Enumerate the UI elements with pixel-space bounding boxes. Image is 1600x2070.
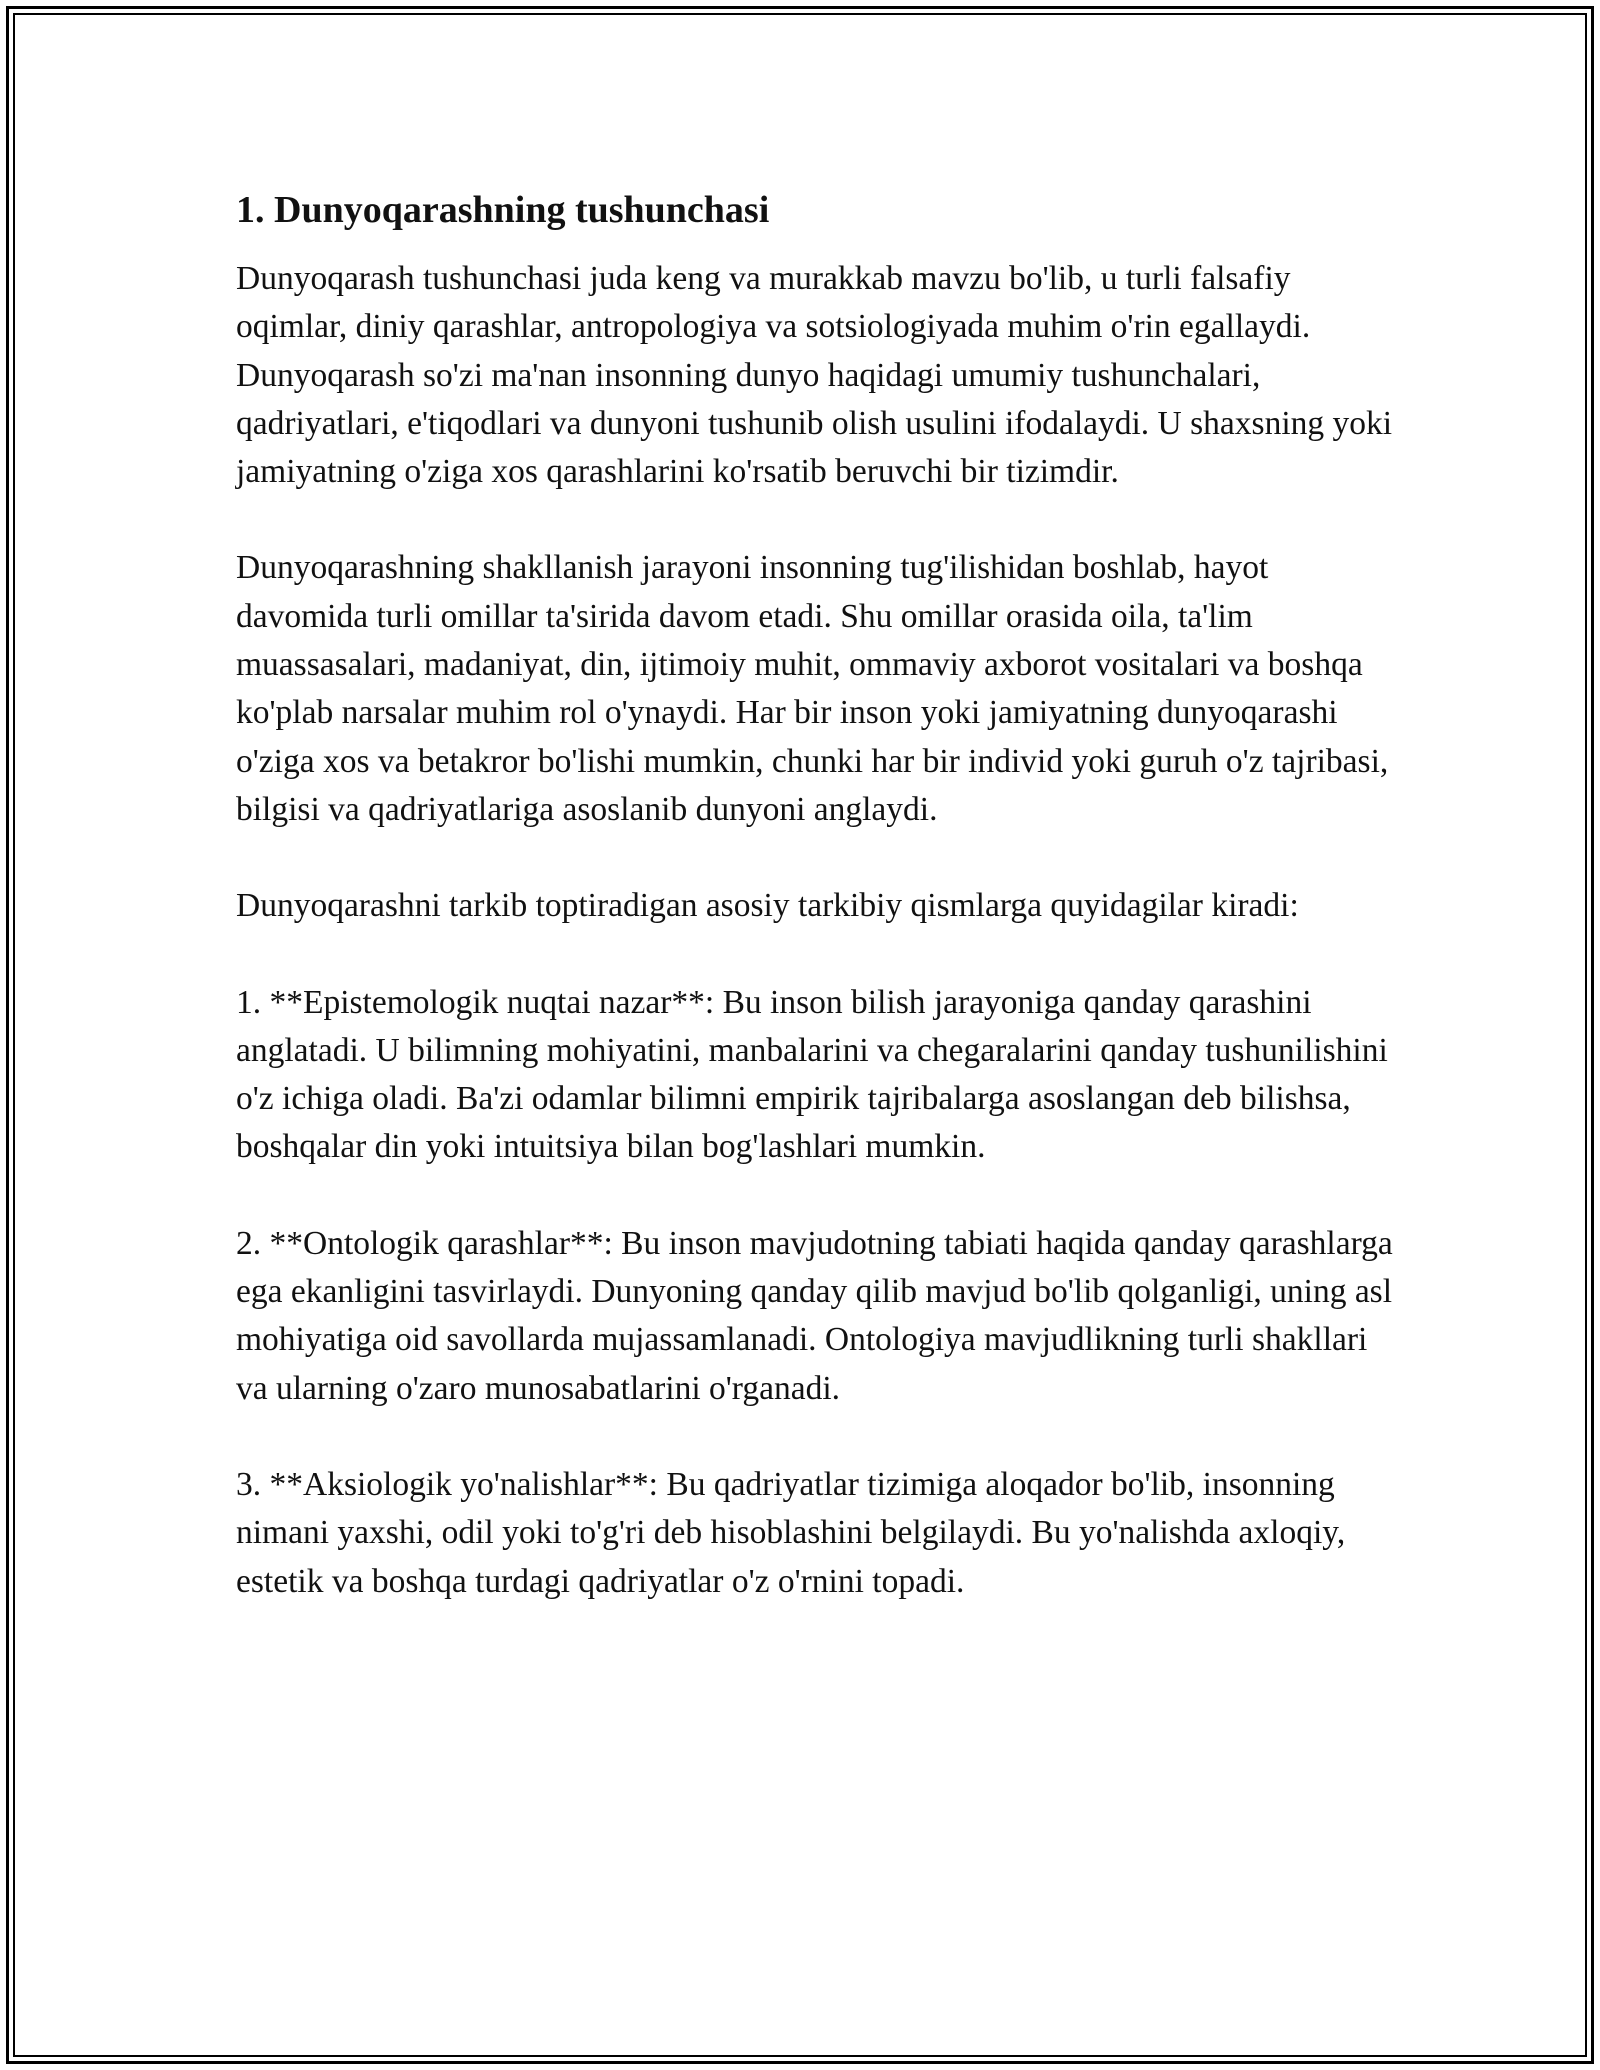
paragraph-components-intro: Dunyoqarashni tarkib toptiradigan asosiy tarkibiy qismlarga quyidagilar kiradi: bbox=[236, 887, 1299, 925]
paragraph-axiological: 3. **Aksiologik yo'nalishlar**: Bu qadriyatlar tizimiga aloqador bo'lib, insonning nimani yaxshi, odil yoki to'g'ri deb hisoblashini belgilaydi. Bu yo'nalishda axloqiy, estetik va boshqa turdagi qadriyatlar o'z o'rnini topadi. bbox=[236, 1465, 1346, 1600]
paragraph-formation: Dunyoqarashning shakllanish jarayoni insonning tug'ilishidan boshlab, hayot davomida turli omillar ta'sirida davom etadi. Shu omillar orasida oila, ta'lim muassasalari, madaniyat, din, ijtimoiy muhit, ommaviy axborot vositalari va boshqa ko'plab narsalar muhim rol o'ynaydi. Har bir inson yoki jamiyatning dunyoqarashi o'ziga xos va betakror bo'lishi mumkin, chunki har bir individ yoki guruh o'z tajribasi, bilgisi va qadriyatlariga asoslanib dunyoni anglaydi. bbox=[236, 549, 1389, 828]
section-heading: 1. Dunyoqarashning tushunchasi bbox=[236, 189, 770, 231]
paragraph-epistemological: 1. **Epistemologik nuqtai nazar**: Bu inson bilish jarayoniga qanday qarashini anglatadi. U bilimning mohiyatini, manbalarini va chegaralarini qanday tushunilishini o'z ichiga oladi. Ba'zi odamlar bilimni empirik tajribalarga asoslangan deb bilishsa, boshqalar din yoki intuitsiya bilan bog'lashlari mumkin. bbox=[236, 983, 1388, 1166]
paragraph-intro: Dunyoqarash tushunchasi juda keng va murakkab mavzu bo'lib, u turli falsafiy oqimlar, diniy qarashlar, antropologiya va sotsiologiyada muhim o'rin egallaydi. Dunyoqarash so'zi ma'nan insonning dunyo haqidagi umumiy tushunchalari, qadriyatlari, e'tiqodlari va dunyoni tushunib olish usulini ifodalaydi. U shaxsning yoki jamiyatning o'ziga xos qarashlarini ko'rsatib beruvchi bir tizimdir. bbox=[236, 260, 1393, 491]
document-body bbox=[236, 185, 1396, 1654]
paragraph-ontological: 2. **Ontologik qarashlar**: Bu inson mavjudotning tabiati haqida qanday qarashlarga ega ekanligini tasvirlaydi. Dunyoning qanday qilib mavjud bo'lib qolganligi, uning asl mohiyatiga oid savollarda mujassamlanadi. Ontologiya mavjudlikning turli shakllari va ularning o'zaro munosabatlarini o'rganadi. bbox=[236, 1224, 1393, 1407]
